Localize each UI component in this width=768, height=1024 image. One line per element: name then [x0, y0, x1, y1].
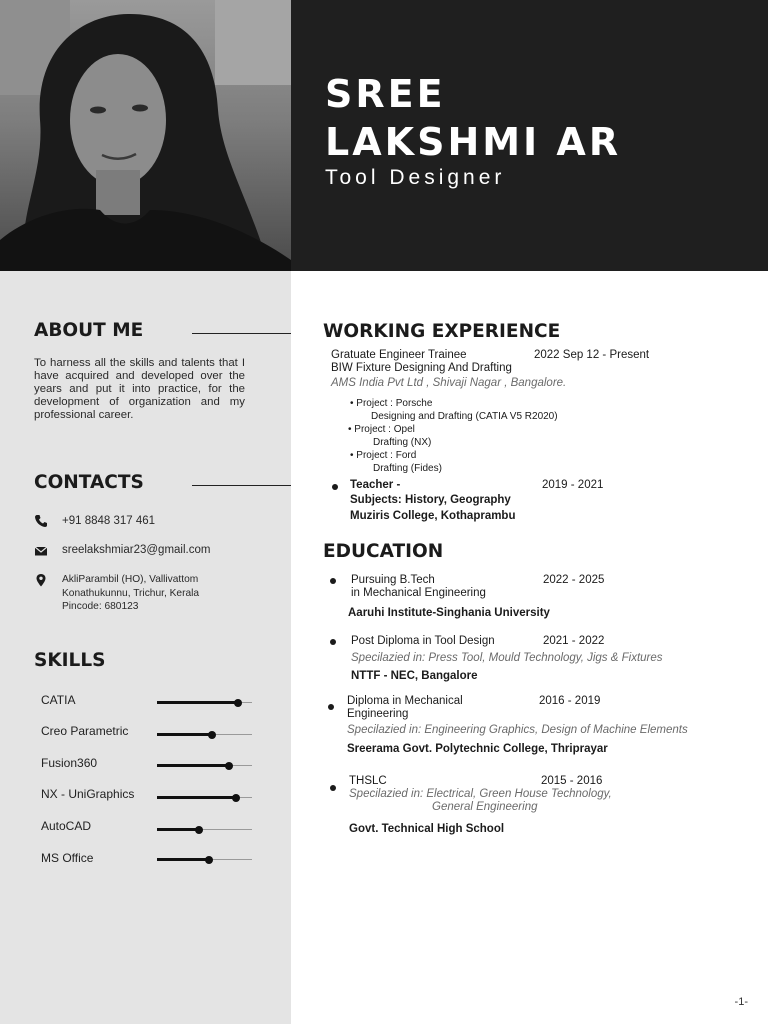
skill-knob: [208, 731, 216, 739]
skill-level-nx: [157, 792, 252, 804]
job-title: Tool Designer: [325, 166, 506, 189]
skill-fill: [157, 858, 209, 861]
edu1-title2: in Mechanical Engineering: [351, 587, 486, 599]
edu4-school: Govt. Technical High School: [349, 823, 505, 835]
project-porsche: • Project : Porsche: [350, 398, 433, 409]
phone-icon: [34, 514, 48, 528]
bullet-dot: [330, 785, 336, 791]
bullet-dot: [330, 639, 336, 645]
address-line-2: Konathukunnu, Trichur, Kerala: [62, 587, 200, 599]
skill-level-msoffice: [157, 854, 252, 866]
skill-fill: [157, 828, 199, 831]
skill-label-fusion360: Fusion360: [41, 756, 98, 770]
skill-fill: [157, 796, 236, 799]
edu3-title2: Engineering: [347, 708, 409, 720]
portrait-image: [0, 0, 291, 271]
job1-subtitle: BIW Fixture Designing And Drafting: [331, 362, 512, 374]
education-heading: EDUCATION: [323, 541, 444, 562]
header-banner: [291, 0, 768, 271]
about-heading: ABOUT ME: [34, 320, 144, 341]
edu3-dates: 2016 - 2019: [539, 695, 601, 707]
edu3-specialization: Specilazied in: Engineering Graphics, Design of Machine Elements: [347, 724, 688, 736]
project-opel: • Project : Opel: [348, 424, 415, 435]
skill-knob: [225, 762, 233, 770]
job2-subjects: Subjects: History, Geography: [350, 494, 511, 506]
contacts-divider: [192, 485, 291, 486]
project-opel-detail: Drafting (NX): [373, 437, 432, 448]
edu2-dates: 2021 - 2022: [543, 635, 605, 647]
skill-level-catia: [157, 697, 252, 709]
skill-label-catia: CATIA: [41, 693, 76, 707]
skill-knob: [195, 826, 203, 834]
job2-title: Teacher -: [350, 479, 401, 491]
bullet-dot: [332, 484, 338, 490]
skills-heading: SKILLS: [34, 650, 106, 671]
page-number: -1-: [734, 996, 748, 1008]
mail-icon: [34, 544, 48, 558]
address-line-1: AkliParambil (HO), Vallivattom: [62, 574, 199, 585]
skill-fill: [157, 701, 238, 704]
skill-fill: [157, 733, 212, 736]
skill-knob: [205, 856, 213, 864]
project-ford-detail: Drafting (Fides): [373, 463, 442, 474]
address-line-3: Pincode: 680123: [62, 601, 139, 612]
skill-level-creo: [157, 729, 252, 741]
about-text: To harness all the skills and talents that I have acquired and developed over the years and put it into practice, for the development of organization and my professional career.: [34, 357, 245, 421]
name-line-1: SREE: [325, 72, 446, 116]
skill-knob: [232, 794, 240, 802]
email-address[interactable]: sreelakshmiar23@gmail.com: [62, 544, 211, 556]
edu2-specialization: Specilazied in: Press Tool, Mould Technology, Jigs & Fixtures: [351, 652, 663, 664]
edu2-title: Post Diploma in Tool Design: [351, 635, 495, 647]
skill-fill: [157, 764, 229, 767]
job1-company: AMS India Pvt Ltd , Shivaji Nagar , Bangalore.: [331, 377, 567, 389]
edu3-title: Diploma in Mechanical: [347, 695, 463, 707]
project-ford: • Project : Ford: [350, 450, 417, 461]
edu4-dates: 2015 - 2016: [541, 775, 603, 787]
about-divider: [192, 333, 291, 334]
name-line-2: LAKSHMI AR: [325, 120, 622, 164]
job1-title: Gratuate Engineer Trainee: [331, 349, 467, 361]
edu4-title: THSLC: [349, 775, 387, 787]
job2-place: Muziris College, Kothaprambu: [350, 510, 516, 522]
skill-level-fusion360: [157, 760, 252, 772]
contacts-heading: CONTACTS: [34, 472, 144, 493]
edu4-specialization: Specilazied in: Electrical, Green House Technology,: [349, 788, 612, 800]
location-pin-icon: [34, 573, 48, 587]
edu2-school: NTTF - NEC, Bangalore: [351, 670, 478, 682]
edu4-specialization-2: General Engineering: [432, 801, 538, 813]
edu1-title: Pursuing B.Tech: [351, 574, 435, 586]
phone-number[interactable]: +91 8848 317 461: [62, 515, 156, 527]
skill-level-autocad: [157, 824, 252, 836]
edu1-school: Aaruhi Institute-Singhania University: [348, 607, 550, 619]
project-porsche-detail: Designing and Drafting (CATIA V5 R2020): [371, 411, 558, 422]
profile-photo: [0, 0, 291, 271]
experience-heading: WORKING EXPERIENCE: [323, 321, 561, 342]
postal-address: [62, 573, 199, 614]
skill-label-msoffice: MS Office: [41, 851, 94, 865]
skill-label-autocad: AutoCAD: [41, 819, 92, 833]
edu1-dates: 2022 - 2025: [543, 574, 605, 586]
job2-dates: 2019 - 2021: [542, 479, 604, 491]
job1-dates: 2022 Sep 12 - Present: [534, 349, 650, 361]
skill-label-creo: Creo Parametric: [41, 724, 129, 738]
edu3-school: Sreerama Govt. Polytechnic College, Thriprayar: [347, 743, 608, 755]
bullet-dot: [330, 578, 336, 584]
bullet-dot: [328, 704, 334, 710]
skill-label-nx: NX - UniGraphics: [41, 787, 135, 801]
skill-knob: [234, 699, 242, 707]
